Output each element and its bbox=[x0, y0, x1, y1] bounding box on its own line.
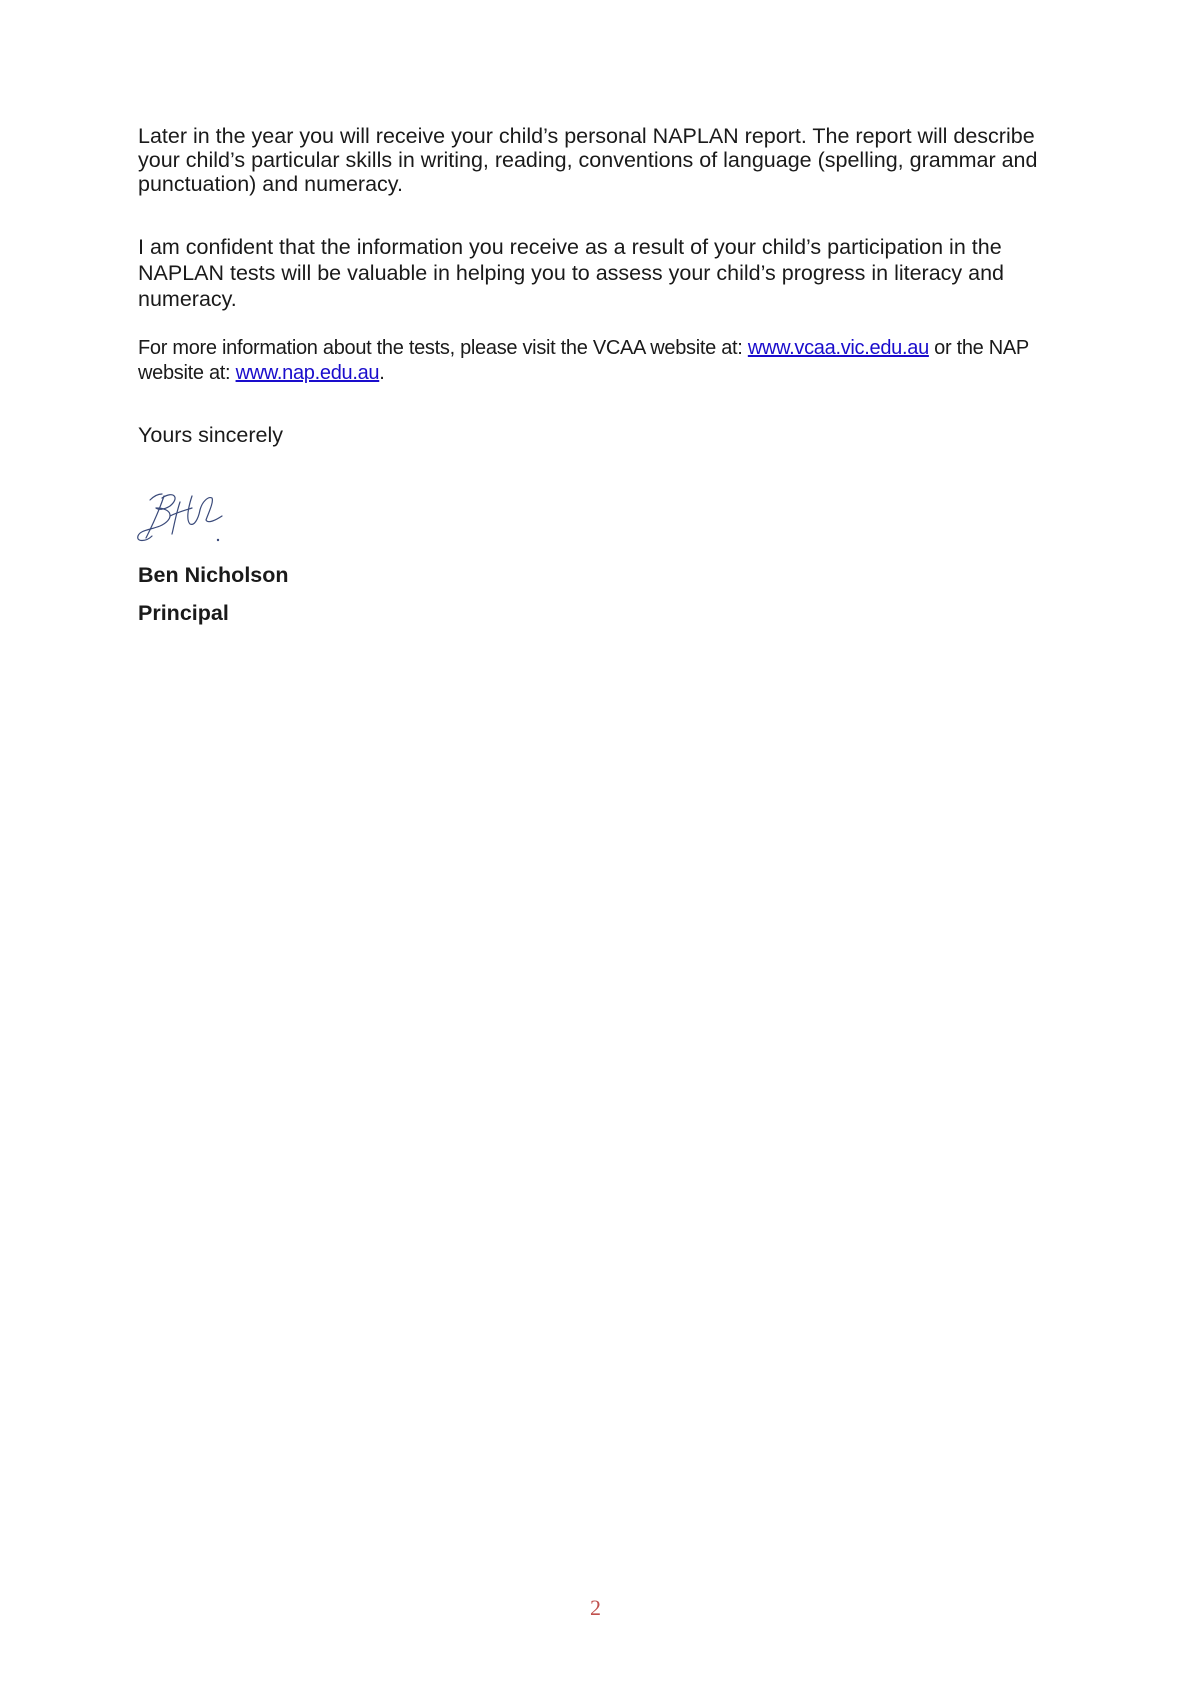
page-number: 2 bbox=[590, 1595, 601, 1620]
confidence-paragraph: I am confident that the information you receive as a result of your child’s participation in the NAPLAN tests will be valuable in helping you to assess your child’s progress in literacy and numeracy. bbox=[138, 235, 1005, 311]
naplan-report-paragraph: Later in the year you will receive your child’s personal NAPLAN report. The report will describe your child’s particular skills in writing, reading, conventions of language (spelling, grammar and punctuation) and numeracy. bbox=[138, 124, 1038, 196]
signatory-name: Ben Nicholson bbox=[138, 563, 289, 587]
signatory-title: Principal bbox=[138, 601, 229, 625]
more-info-text-middle: or the NAP website at: bbox=[138, 337, 1029, 384]
more-info-paragraph bbox=[138, 336, 1078, 386]
vcaa-website-link[interactable]: www.vcaa.vic.edu.au bbox=[747, 337, 929, 359]
closing-salutation: Yours sincerely bbox=[138, 423, 283, 447]
handwritten-signature bbox=[134, 486, 234, 548]
nap-website-link[interactable]: www.nap.edu.au bbox=[235, 362, 380, 384]
more-info-text-before: For more information about the tests, please visit the VCAA website at: bbox=[138, 337, 748, 359]
more-info-text-after: . bbox=[379, 362, 385, 384]
